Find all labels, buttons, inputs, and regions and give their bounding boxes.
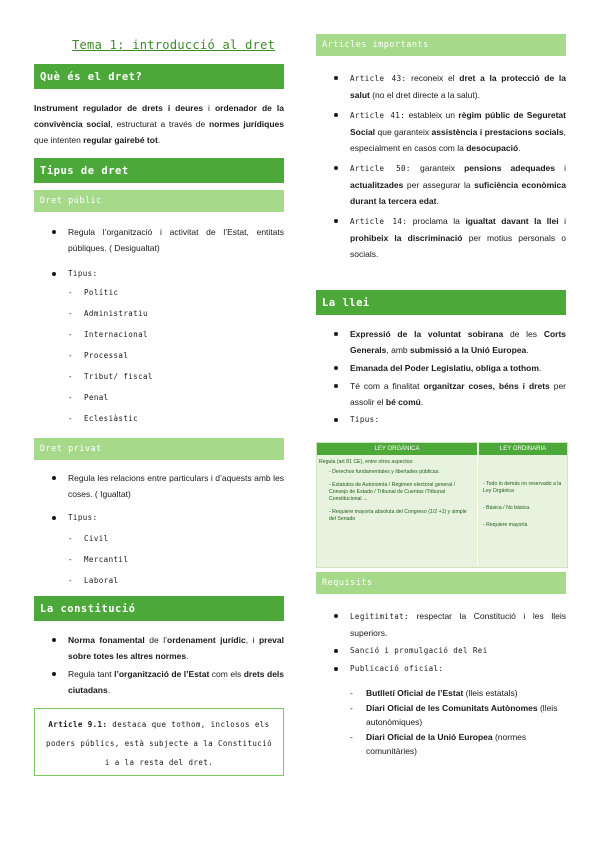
emph: Expressió de la voluntat sobirana xyxy=(350,329,504,339)
emph: submissió a la Unió Europea xyxy=(410,345,527,355)
text: Té com a finalitat xyxy=(350,381,424,391)
dret-public-types xyxy=(66,286,266,426)
text: de les xyxy=(503,329,544,339)
list-item xyxy=(330,360,566,376)
text: per motius personals o socials. xyxy=(350,233,566,259)
emph: preval sobre totes les altres normes xyxy=(68,635,284,661)
text: respectar la Constitució i les lleis superiors. xyxy=(350,611,566,638)
article-label: Article 41: xyxy=(350,111,406,120)
table-left-cell xyxy=(319,459,475,523)
list-item xyxy=(48,510,284,526)
subheader-dret-public xyxy=(34,190,284,212)
type-label: Civil xyxy=(84,534,109,543)
type-label: Processal xyxy=(84,351,129,360)
emph: l’organització de l’Estat xyxy=(114,669,210,679)
list-item xyxy=(330,160,566,209)
emph: Diari Oficial de la Unió Europea xyxy=(366,732,493,742)
que-es-emph-2: ordenador de la convivència social xyxy=(34,103,284,129)
emph: ordenament jurídic xyxy=(167,635,246,645)
article-label: Article 43: xyxy=(350,74,407,83)
text: garanteix xyxy=(410,163,465,173)
emph: desocupació xyxy=(466,143,519,153)
text: com els xyxy=(209,669,244,679)
list-item xyxy=(66,370,266,384)
dret-privat-types xyxy=(66,532,266,588)
type-label: Tribut/ fiscal xyxy=(84,372,153,381)
articles-list xyxy=(330,70,566,262)
type-label: Polític xyxy=(84,288,119,297)
list-item xyxy=(66,307,266,321)
col-label: LEY ORDINARIA xyxy=(499,446,547,452)
list-item xyxy=(330,213,566,262)
article-label: Article 50: xyxy=(350,164,411,173)
emph: actualitzades xyxy=(350,180,404,190)
dret-privat-tipus-label: Tipus: xyxy=(68,513,98,522)
emph: Norma fonamental xyxy=(68,635,145,645)
list-item xyxy=(330,378,566,410)
text: per assolir el xyxy=(350,381,566,407)
emph: Corts Generals xyxy=(350,329,567,355)
constitucio-list xyxy=(48,632,284,698)
list-item xyxy=(330,326,566,358)
emph: prohibeix la discriminació xyxy=(350,233,463,243)
table-item: - Requiere mayoría xyxy=(483,522,528,528)
tipus-header: Tipus de dret xyxy=(40,164,129,177)
list-item xyxy=(330,643,566,659)
article-9-text: destaca que tothom, inclosos els poders públics, està subjecte a la Constitució i a la resta del dret. xyxy=(45,720,273,767)
list-item xyxy=(66,412,266,426)
list-item xyxy=(66,349,266,363)
list-item xyxy=(48,666,284,698)
que-es-text-2: , estructurat a través de xyxy=(110,119,209,129)
text: de l’ xyxy=(144,635,168,645)
text: estableix un xyxy=(405,110,459,120)
text: (lleis estatals) xyxy=(463,688,518,698)
text: , amb xyxy=(386,345,411,355)
que-es-emph-3: normes jurídiques xyxy=(208,119,284,129)
text: Regula tant xyxy=(68,669,115,679)
list-item xyxy=(66,553,266,567)
list-item xyxy=(48,470,284,502)
llei-tipus-label: Tipus: xyxy=(350,415,380,424)
col-label: LEY ORGÁNICA xyxy=(374,446,420,452)
que-es-emph-1: Instrument regulador de drets i deures xyxy=(34,103,204,113)
table-item: - Básica / No básica. xyxy=(483,505,531,511)
article-label: Article 14: xyxy=(350,217,408,226)
que-es-paragraph xyxy=(34,100,284,148)
requisit-label: Publicació oficial: xyxy=(350,664,444,673)
list-item xyxy=(330,608,566,641)
dret-privat-header: Dret privat xyxy=(40,444,102,454)
text: reconeix el xyxy=(406,73,460,83)
que-es-text-4: . xyxy=(157,135,161,145)
table-item: - Estatutos de Autonomía / Régimen electoral general / Consejo de Estado / Tribunal de Cuentas /Tribunal Constitucional ... xyxy=(329,482,456,502)
cell-text: Básica / No básica. xyxy=(486,505,531,511)
cell-text: Derechos fundamentales y libertades públicas. xyxy=(332,469,440,475)
section-header-tipus xyxy=(34,158,284,183)
llei-list xyxy=(330,326,566,428)
subheader-requisits xyxy=(316,572,566,594)
text: (lleis autonòmiques) xyxy=(366,703,558,727)
list-item xyxy=(66,574,266,588)
type-label: Internacional xyxy=(84,330,148,339)
type-label: Administratiu xyxy=(84,309,148,318)
articles-header: Articles importants xyxy=(322,40,429,50)
list-item xyxy=(66,532,266,546)
requisits-header: Requisits xyxy=(322,578,373,588)
text: i xyxy=(554,163,566,173)
requisit-label: Sanció i promulgació del Rei xyxy=(350,646,488,655)
section-header-que-es xyxy=(34,64,284,89)
list-item xyxy=(330,412,566,428)
text: . xyxy=(538,363,542,373)
text: proclama la xyxy=(407,216,466,226)
list-item xyxy=(348,730,566,758)
list-item xyxy=(330,107,566,156)
type-label: Mercantil xyxy=(84,555,129,564)
table-right-cell xyxy=(483,481,563,529)
dret-public-desc: Regula l’organització i activitat de l’Estat, entitats públiques. ( Desigualtat) xyxy=(68,227,284,253)
emph: suficiència econòmica durant la tercera edat xyxy=(350,180,566,206)
type-label: Eclesiàstic xyxy=(84,414,139,423)
type-label: Laboral xyxy=(84,576,119,585)
list-item xyxy=(48,632,284,664)
text: . xyxy=(420,397,424,407)
emph: Butlletí Oficial de l’Estat xyxy=(366,688,464,698)
text: . xyxy=(107,685,111,695)
dret-privat-list xyxy=(48,470,284,526)
table-divider xyxy=(477,457,478,565)
table-header-organica xyxy=(317,443,477,455)
emph: Emanada del Poder Legislatiu, obliga a tothom xyxy=(350,363,539,373)
table-item: - Todo lo demás no reservado a la Ley Orgánica xyxy=(483,481,562,494)
section-header-llei xyxy=(316,290,566,315)
que-es-emph-4: regular gairebé tot xyxy=(83,135,158,145)
text: . xyxy=(526,345,529,355)
text: per assegurar la xyxy=(403,180,475,190)
list-item xyxy=(48,224,284,256)
article-9-box xyxy=(34,708,284,776)
dret-public-tipus-label: Tipus: xyxy=(68,269,98,278)
text: . xyxy=(518,143,521,153)
emph: dret a la protecció de la salut xyxy=(350,73,566,100)
llei-header: La llei xyxy=(322,296,370,309)
list-item xyxy=(66,286,266,300)
table-header-ordinaria xyxy=(479,443,567,455)
cell-text: Requiere mayoría xyxy=(486,522,528,528)
subheader-articles xyxy=(316,34,566,56)
cell-text: Todo lo demás no reservado a la Ley Orgánica xyxy=(483,481,562,494)
list-item xyxy=(48,266,284,282)
text: i xyxy=(558,216,567,226)
page-title: Tema 1: introducció al dret xyxy=(72,38,276,52)
que-es-text-1: i xyxy=(203,103,215,113)
emph: assistència i prestacions socials xyxy=(431,127,564,137)
list-item xyxy=(330,70,566,103)
text: . xyxy=(436,196,439,206)
emph: organitzar coses, béns i drets xyxy=(423,381,550,391)
text: , i xyxy=(245,635,259,645)
emph: pensions adequades xyxy=(464,163,555,173)
llei-table xyxy=(316,442,568,568)
text: (no el dret directe a la salut). xyxy=(369,90,480,100)
requisit-label: Legitimitat: xyxy=(350,612,409,621)
text: (normes comunitàries) xyxy=(366,732,527,756)
list-item xyxy=(348,701,566,729)
emph: règim públic de Seguretat Social xyxy=(350,110,566,137)
list-item xyxy=(66,391,266,405)
subheader-dret-privat xyxy=(34,438,284,460)
cell-text: Estatutos de Autonomía / Régimen electoral general / Consejo de Estado / Tribunal de Cuentas /Tribunal Constitucional ... xyxy=(329,482,456,502)
table-intro: Regula (art 81 CE), entre otros aspectos: xyxy=(319,459,414,465)
que-es-text-3: que intenten xyxy=(34,135,84,145)
dret-privat-desc: Regula les relacions entre particulars i d’aquests amb les coses. ( Igualtat) xyxy=(68,473,284,499)
text: , especialment en casos com la xyxy=(350,127,567,153)
list-item xyxy=(66,328,266,342)
text: . xyxy=(186,651,189,661)
emph: Diari Oficial de les Comunitats Autònomes xyxy=(366,703,538,713)
table-item: - Derechos fundamentales y libertades públicas. xyxy=(329,469,440,475)
type-label: Penal xyxy=(84,393,109,402)
constitucio-header: La constitució xyxy=(40,602,136,615)
table-item: - Requiere mayoría absoluta del Congreso (1/2 +1) y simple del Senado xyxy=(329,509,467,522)
emph: igualtat davant la llei xyxy=(465,216,559,226)
section-header-constitucio xyxy=(34,596,284,621)
dret-public-list xyxy=(48,224,284,282)
article-9-label: Article 9.1: xyxy=(48,720,108,729)
text: que garanteix xyxy=(375,127,432,137)
emph: bé comú xyxy=(385,397,421,407)
emph: drets dels ciutadans xyxy=(68,669,285,695)
list-item xyxy=(348,686,566,700)
cell-text: Requiere mayoría absoluta del Congreso (1/2 +1) y simple del Senado xyxy=(329,509,467,522)
list-item xyxy=(330,661,566,677)
dret-public-header: Dret públic xyxy=(40,196,102,206)
que-es-header: Què és el dret? xyxy=(40,70,143,83)
publicacio-list xyxy=(348,686,566,758)
requisits-list xyxy=(330,608,566,677)
